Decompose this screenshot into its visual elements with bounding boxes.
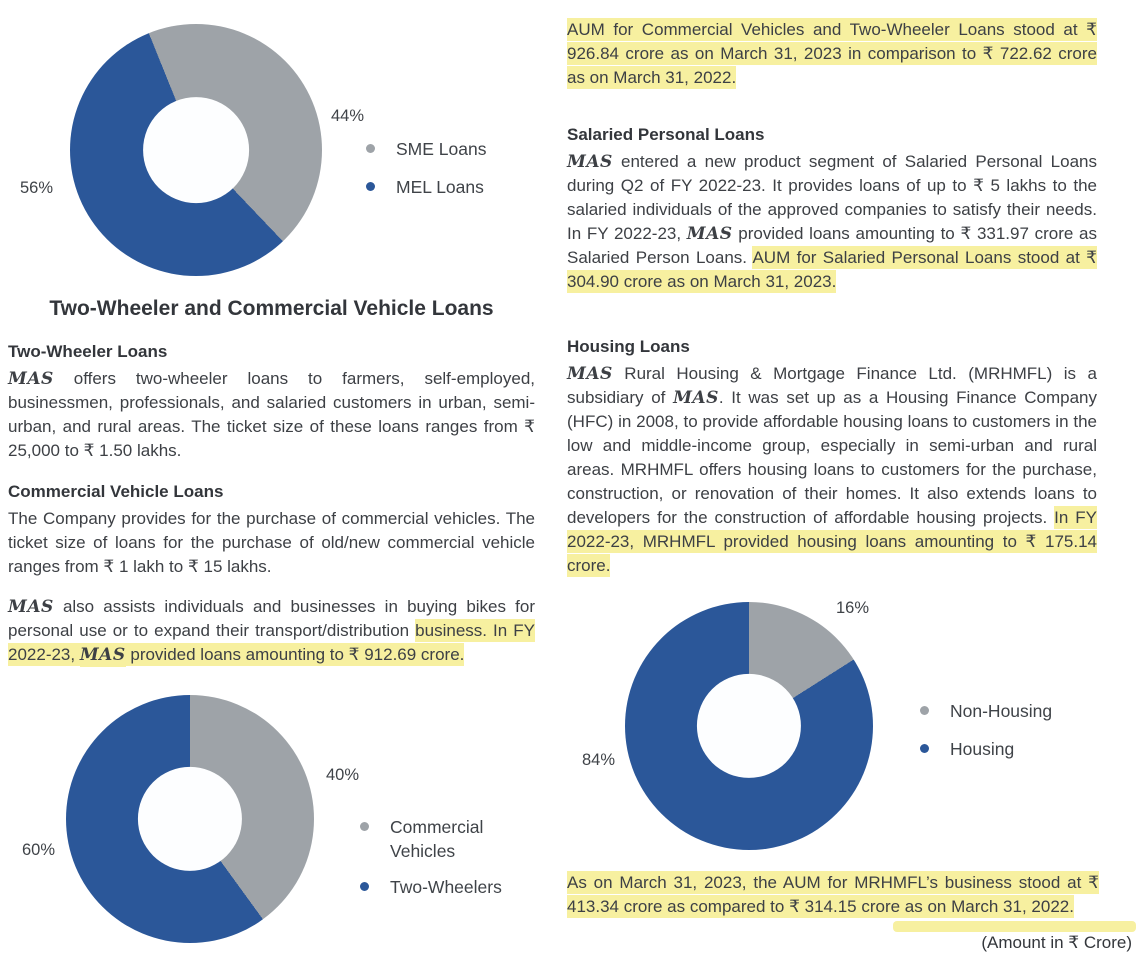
- legend-label-housing: Housing: [950, 739, 1015, 759]
- donut-chart-mel-sme-loans: [70, 24, 322, 276]
- legend-item-commercial-vehicles: [360, 815, 502, 863]
- legend-label-sme-loans: SME Loans: [396, 139, 487, 159]
- paragraph-bikes-aum: MAS also assists individuals and businesses in buying bikes for personal use or to expand their transport/distribution business. In FY 2022-23, MAS provided loans amounting to ₹ 912.69 crore.: [8, 597, 536, 665]
- non-housing-dot-icon: [920, 706, 929, 715]
- paragraph-housing-loans: MAS Rural Housing & Mortgage Finance Ltd. (MRHMFL) is a subsidiary of MAS. It was set up as a Housing Finance Company (HFC) in 2008, to provide affordable housing loans to customers in the low and middle-income group, especially in semi-urban and rural areas. MRHMFL offers housing loans to customers for the purchase, construction, or renovation of their homes. It also extends loans to developers for the construction of affordable housing projects. In FY 2022-23, MRHMFL provided housing loans amounting to ₹ 175.14 crore.: [567, 364, 1098, 575]
- highlight-strip: [893, 921, 1136, 932]
- pct-label-two-wheelers: 60%: [22, 841, 56, 859]
- donut-chart-housing-non-housing: [625, 602, 873, 850]
- donut-hole: [143, 97, 249, 203]
- legend-mel-sme: [366, 137, 486, 199]
- pct-label-non-housing: 16%: [836, 599, 870, 617]
- legend-label-non-housing: Non-Housing: [950, 701, 1053, 721]
- heading-housing-loans: Housing Loans: [567, 337, 690, 356]
- sme-loans-dot-icon: [366, 144, 375, 153]
- paragraph-commercial-vehicle-loans: The Company provides for the purchase of commercial vehicles. The ticket size of loans for the purchase of old/new commercial vehicle ranges from ₹ 1 lakh to ₹ 15 lakhs.: [8, 509, 535, 576]
- pct-label-mel-loans: 56%: [20, 179, 54, 197]
- legend-label-mel-loans: MEL Loans: [396, 177, 484, 197]
- legend-item-housing: [920, 737, 1052, 761]
- pct-label-sme-loans: 44%: [331, 107, 365, 125]
- caption-amount-in-crore: (Amount in ₹ Crore): [981, 933, 1132, 952]
- heading-two-wheeler-loans: Two-Wheeler Loans: [8, 342, 168, 361]
- paragraph-mrhmfl-aum: As on March 31, 2023, the AUM for MRHMFL’s business stood at ₹ 413.34 crore as compared to ₹ 314.15 crore as on March 31, 2022.: [567, 873, 1099, 916]
- paragraph-salaried-personal-loans: MAS entered a new product segment of Salaried Personal Loans during Q2 of FY 2022-23. It provides loans of up to ₹ 5 lakhs to the salaried individuals of the approved companies to satisfy their needs. In FY 2022-23, MAS provided loans amounting to ₹ 331.97 crore as Salaried Person Loans. AUM for Salaried Personal Loans stood at ₹ 304.90 crore as on March 31, 2023.: [567, 152, 1098, 291]
- paragraph-cv-tw-aum: AUM for Commercial Vehicles and Two-Wheeler Loans stood at ₹ 926.84 crore as on March 31, 2023 in comparison to ₹ 722.62 crore as on March 31, 2022.: [567, 20, 1097, 87]
- legend-cv-two-wheelers: [360, 815, 502, 899]
- heading-commercial-vehicle-loans: Commercial Vehicle Loans: [8, 482, 224, 501]
- housing-dot-icon: [920, 744, 929, 753]
- legend-label-commercial-vehicles: Commercial Vehicles: [390, 817, 484, 861]
- mel-loans-dot-icon: [366, 182, 375, 191]
- pct-label-commercial-vehicles: 40%: [326, 766, 360, 784]
- pct-label-housing: 84%: [582, 751, 616, 769]
- legend-item-mel-loans: [366, 175, 486, 199]
- two-wheelers-dot-icon: [360, 882, 369, 891]
- legend-label-two-wheelers: Two-Wheelers: [390, 877, 502, 897]
- legend-item-two-wheelers: [360, 875, 502, 899]
- legend-item-non-housing: [920, 699, 1052, 723]
- paragraph-two-wheeler-loans: MAS offers two-wheeler loans to farmers, self-employed, businessmen, professionals, and salaried customers in urban, semi-urban, and rural areas. The ticket size of these loans ranges from ₹ 25,000 to ₹ 1.50 lakhs.: [8, 369, 535, 460]
- donut-chart-cv-two-wheelers: [66, 695, 314, 943]
- donut-hole: [697, 674, 801, 778]
- section-title-two-wheeler-cv-loans: Two-Wheeler and Commercial Vehicle Loans: [49, 297, 494, 320]
- legend-item-sme-loans: [366, 137, 486, 161]
- commercial-vehicles-dot-icon: [360, 822, 369, 831]
- legend-housing-non-housing: [920, 699, 1052, 761]
- donut-hole: [138, 767, 242, 871]
- heading-salaried-personal-loans: Salaried Personal Loans: [567, 125, 765, 144]
